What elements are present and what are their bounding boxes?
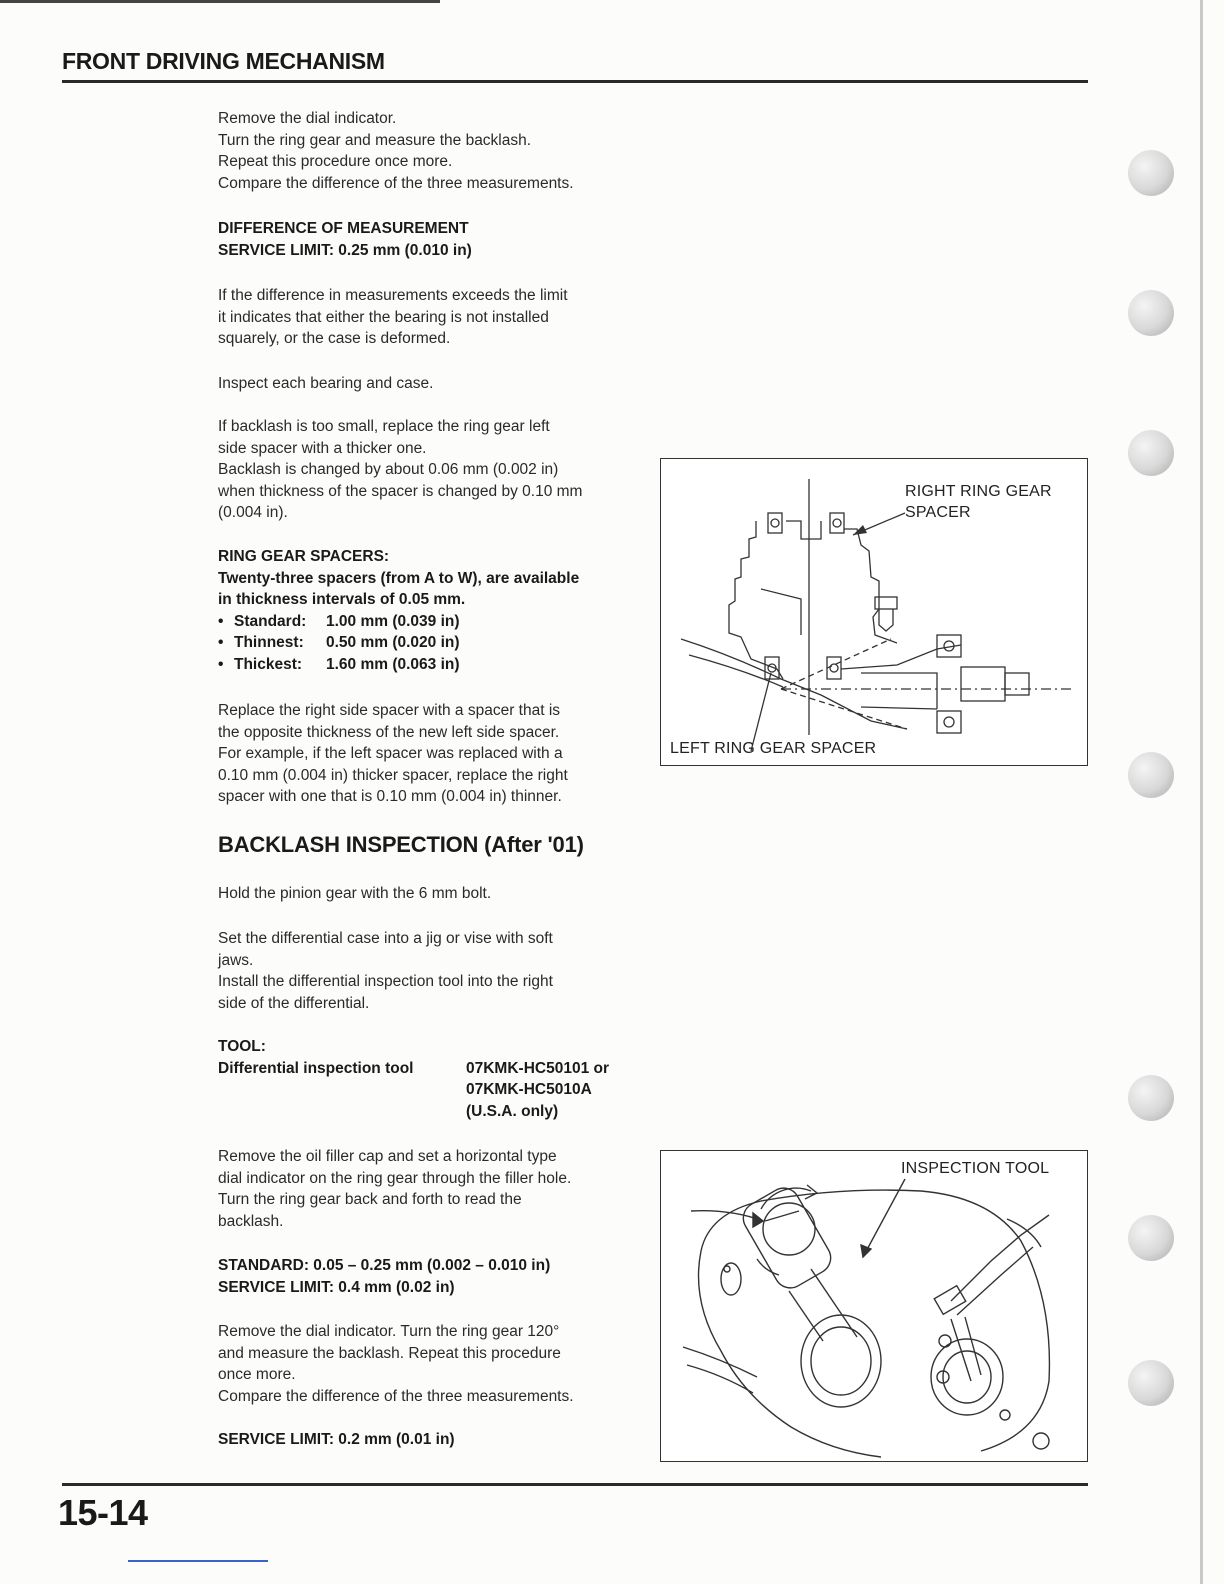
thumb-tab: [1128, 1360, 1174, 1406]
text-line: Turn the ring gear back and forth to read the: [218, 1191, 522, 1208]
item-value: 1.00 mm (0.039 in): [326, 612, 460, 630]
thumb-tab: [1128, 150, 1174, 196]
remove-dial-paragraph: [218, 1321, 648, 1407]
footer-rule: [62, 1483, 1088, 1486]
text-line: Replace the right side spacer with a spacer that is: [218, 702, 561, 719]
text-line: once more.: [218, 1366, 296, 1383]
right-ring-gear-spacer-label: [905, 481, 1052, 523]
tool-number: (U.S.A. only): [466, 1102, 559, 1120]
ring-gear-spacers-spec: [218, 546, 648, 675]
inspect-paragraph: [218, 373, 648, 395]
backlash-small-paragraph: [218, 416, 648, 524]
text-line: Set the differential case into a jig or vise with soft: [218, 930, 553, 947]
spec-line: SERVICE LIMIT: 0.2 mm (0.01 in): [218, 1431, 455, 1448]
difference-paragraph: [218, 285, 648, 350]
tool-row: [218, 1101, 648, 1123]
inspection-tool-drawing: [661, 1151, 1087, 1461]
item-label: Thinnest:: [234, 634, 304, 651]
text-line: side of the differential.: [218, 994, 370, 1012]
label-line: RIGHT RING GEAR: [905, 483, 1052, 500]
text-line: Hold the pinion gear with the 6 mm bolt.: [218, 885, 492, 902]
text-line: Remove the oil filler cap and set a horizontal type: [218, 1148, 557, 1165]
header-rule: [62, 80, 1088, 83]
page-edge: [1200, 0, 1203, 1584]
service-limit-spec: [218, 1429, 648, 1451]
text-line: Repeat this procedure once more.: [218, 153, 453, 170]
thumb-tab: [1128, 1075, 1174, 1121]
tool-title: TOOL:: [218, 1038, 266, 1055]
text-line: side spacer with a thicker one.: [218, 439, 427, 457]
inspection-tool-label: INSPECTION TOOL: [901, 1160, 1050, 1177]
thumb-tab: [1128, 430, 1174, 476]
spec-line: SERVICE LIMIT: 0.25 mm (0.010 in): [218, 241, 472, 259]
spec-line: DIFFERENCE OF MEASUREMENT: [218, 220, 469, 237]
tool-row: [218, 1058, 648, 1080]
text-line: dial indicator on the ring gear through the filler hole.: [218, 1169, 572, 1187]
text-line: If backlash is too small, replace the ring gear left: [218, 418, 550, 435]
text-line: Compare the difference of the three measurements.: [218, 1387, 574, 1405]
text-line: it indicates that either the bearing is not installed: [218, 308, 549, 326]
item-label: Thickest:: [234, 655, 303, 673]
backlash-inspection-heading: BACKLASH INSPECTION (After '01): [218, 832, 584, 857]
text-line: spacer with one that is 0.10 mm (0.004 in) thinner.: [218, 788, 562, 805]
spacers-desc: in thickness intervals of 0.05 mm.: [218, 591, 466, 608]
thumb-tab: [1128, 290, 1174, 336]
text-line: Turn the ring gear and measure the backlash.: [218, 131, 532, 149]
ring-gear-spacer-figure: [660, 458, 1088, 766]
text-line: jaws.: [218, 951, 254, 969]
list-item: [218, 654, 648, 676]
spacers-desc: Twenty-three spacers (from A to W), are available: [218, 569, 580, 587]
top-edge-rule: [0, 0, 440, 3]
text-line: For example, if the left spacer was replaced with a: [218, 745, 563, 762]
left-ring-gear-spacer-label: LEFT RING GEAR SPACER: [670, 740, 877, 757]
standard-spec: [218, 1255, 648, 1298]
tool-number: 07KMK-HC50101 or: [466, 1059, 609, 1077]
text-line: Remove the dial indicator.: [218, 110, 397, 127]
text-line: Compare the difference of the three measurements.: [218, 174, 574, 192]
dial-indicator-paragraph: [218, 1146, 648, 1232]
text-line: when thickness of the spacer is changed by 0.10 mm: [218, 482, 583, 500]
tool-spec: [218, 1036, 648, 1122]
label-line: SPACER: [905, 504, 971, 521]
text-line: Remove the dial indicator. Turn the ring gear 120°: [218, 1323, 560, 1340]
text-line: and measure the backlash. Repeat this procedure: [218, 1344, 561, 1362]
text-line: squarely, or the case is deformed.: [218, 330, 451, 347]
text-line: backlash.: [218, 1212, 284, 1230]
difference-spec: [218, 218, 648, 261]
list-item: [218, 611, 648, 633]
item-value: 0.50 mm (0.020 in): [326, 634, 460, 651]
list-item: [218, 632, 648, 654]
item-value: 1.60 mm (0.063 in): [326, 655, 460, 673]
text-line: Backlash is changed by about 0.06 mm (0.002 in): [218, 461, 559, 478]
tool-name: Differential inspection tool: [218, 1059, 414, 1077]
thumb-tab: [1128, 1215, 1174, 1261]
set-case-paragraph: [218, 928, 648, 1014]
spacers-title: RING GEAR SPACERS:: [218, 548, 390, 565]
text-line: 0.10 mm (0.004 in) thicker spacer, replace the right: [218, 766, 568, 784]
item-label: Standard:: [234, 612, 307, 630]
inspection-tool-figure: [660, 1150, 1088, 1462]
text-line: Inspect each bearing and case.: [218, 375, 434, 392]
page-number: 15-14: [58, 1492, 148, 1533]
thumb-tab: [1128, 752, 1174, 798]
hold-pinion-paragraph: [218, 883, 648, 905]
bottom-edge-mark: [128, 1560, 268, 1562]
tool-row: [218, 1079, 648, 1101]
replace-right-spacer-paragraph: [218, 700, 648, 808]
text-line: (0.004 in).: [218, 504, 288, 521]
spec-line: STANDARD: 0.05 – 0.25 mm (0.002 – 0.010 in): [218, 1257, 551, 1274]
text-line: Install the differential inspection tool into the right: [218, 973, 553, 990]
text-line: If the difference in measurements exceeds the limit: [218, 287, 568, 304]
spec-line: SERVICE LIMIT: 0.4 mm (0.02 in): [218, 1278, 455, 1296]
tool-number: 07KMK-HC5010A: [466, 1081, 592, 1098]
section-title: FRONT DRIVING MECHANISM: [62, 48, 385, 74]
text-line: the opposite thickness of the new left side spacer.: [218, 723, 560, 741]
intro-paragraph: [218, 108, 648, 194]
